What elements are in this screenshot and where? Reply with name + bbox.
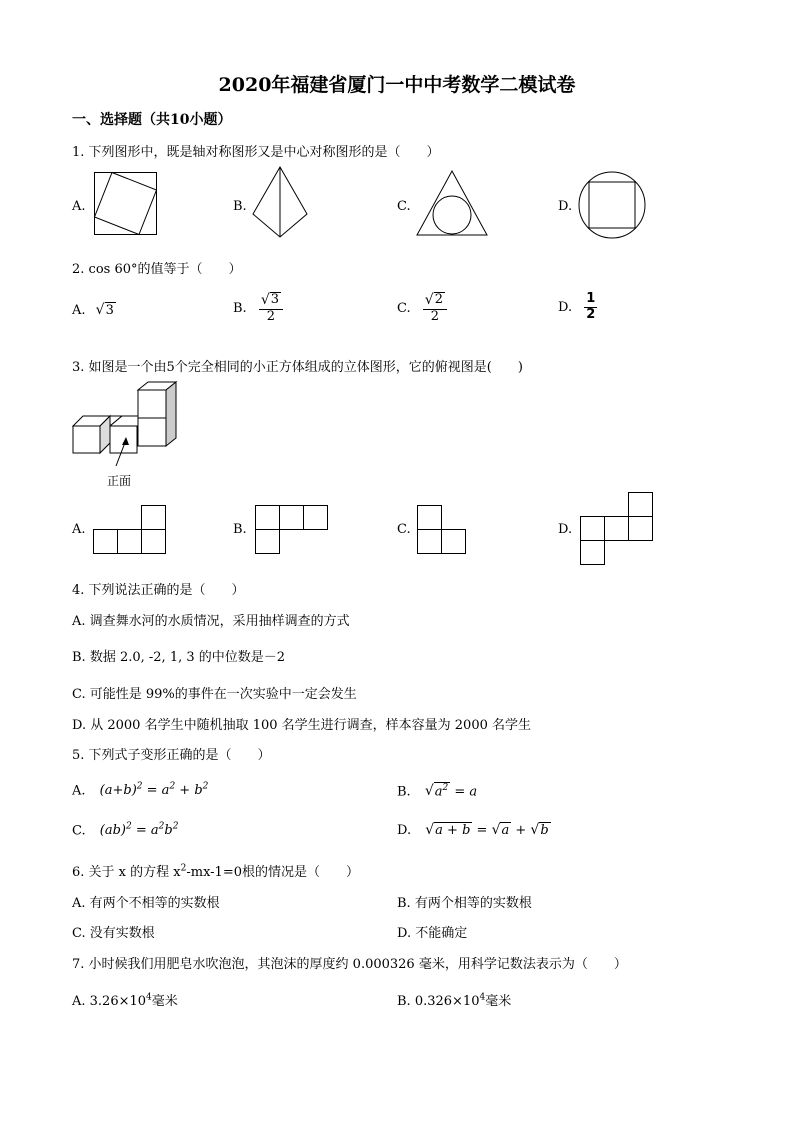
- q3-option-a-figure: [93, 505, 167, 555]
- question-6-stem: 6. 关于 x 的方程 $x^2-mx-1=0$根的情况是（ ）: [72, 863, 359, 880]
- q7-option-b[interactable]: B. $0.326\times 10^4$毫米: [397, 992, 512, 1009]
- q1-option-b-label[interactable]: B.: [233, 199, 247, 214]
- q5-option-d[interactable]: D. √ a + b = √ a + √ b: [397, 822, 549, 838]
- question-7-stem: 7. 小时候我们用肥皂水吹泡泡，其泡沫的厚度约 0.000326 毫米，用科学记数法表示为（ ）: [72, 957, 627, 972]
- q1-option-d-label[interactable]: D.: [558, 199, 573, 214]
- q1-option-a-label[interactable]: A.: [72, 199, 86, 214]
- q1-figure-square-in-square: [94, 172, 158, 236]
- q6-option-b[interactable]: B. 有两个相等的实数根: [397, 896, 532, 911]
- q5-option-d-label: D.: [397, 823, 412, 838]
- q7-option-a[interactable]: A. $3.26\times 10^4$毫米: [72, 992, 178, 1009]
- page-title: 2020年福建省厦门一中中考数学二模试卷: [218, 74, 576, 96]
- q4-option-c[interactable]: C. 可能性是 99%的事件在一次实验中一定会发生: [72, 687, 357, 702]
- q1-figure-square-in-circle: [578, 171, 646, 239]
- q4-option-b[interactable]: B. 数据 2.0, -2, 1, 3 的中位数是－2: [72, 650, 286, 665]
- q5-option-a-label: A.: [72, 783, 86, 799]
- q3-option-b-figure: [255, 505, 329, 555]
- q2-option-a-label: A.: [72, 303, 86, 318]
- q6-option-d[interactable]: D. 不能确定: [397, 926, 468, 941]
- q3-option-c-label[interactable]: C.: [397, 522, 411, 537]
- question-4-stem: 4. 下列说法正确的是（ ）: [72, 583, 245, 598]
- q3-option-d-figure: [580, 492, 654, 566]
- q2-option-b[interactable]: [233, 292, 283, 325]
- q6-option-a[interactable]: A. 有两个不相等的实数根: [72, 896, 220, 911]
- question-2-stem: 2. cos 60°的值等于（ ）: [72, 262, 242, 277]
- q3-option-a-label[interactable]: A.: [72, 522, 86, 537]
- question-1-stem: 1. 下列图形中，既是轴对称图形又是中心对称图形的是（ ）: [72, 145, 440, 160]
- q3-front-arrow: [112, 436, 132, 468]
- q4-option-a[interactable]: A. 调查舞水河的水质情况，采用抽样调查的方式: [72, 614, 350, 629]
- q2-option-a[interactable]: [72, 302, 116, 318]
- q4-option-d[interactable]: D. 从 2000 名学生中随机抽取 100 名学生进行调查，样本容量为 2000 名学生: [72, 718, 531, 733]
- q5-option-b[interactable]: B. √ $a^2$ = a: [397, 783, 478, 800]
- q1-option-c-label[interactable]: C.: [397, 199, 411, 214]
- q2-option-c[interactable]: [397, 292, 447, 325]
- question-5-stem: 5. 下列式子变形正确的是（ ）: [72, 748, 271, 763]
- q3-option-b-label[interactable]: B.: [233, 522, 247, 537]
- q2-option-d[interactable]: [558, 292, 597, 323]
- q3-option-c-figure: [417, 505, 467, 555]
- q5-option-c-label: C.: [72, 823, 86, 839]
- q2-option-b-value: √ 3 2: [259, 292, 283, 325]
- q3-option-d-label[interactable]: D.: [558, 522, 573, 537]
- q5-option-c[interactable]: C. $(ab)^2 = a^2b^2$: [72, 822, 179, 839]
- q1-figure-kite: [252, 166, 308, 238]
- q2-option-c-value: √ 2 2: [423, 292, 447, 325]
- q3-front-label: 正面: [107, 474, 132, 488]
- q2-option-b-label: B.: [233, 300, 247, 316]
- question-3-stem: 3. 如图是一个由5个完全相同的小正方体组成的立体图形，它的俯视图是( ): [72, 360, 523, 375]
- section-heading: 一、选择题（共10小题）: [72, 112, 232, 128]
- q1-figure-triangle-circle: [416, 170, 488, 236]
- q2-option-a-value: √ 3: [95, 302, 114, 318]
- q2-option-c-label: C.: [397, 300, 411, 316]
- q5-option-a[interactable]: A. $(a+b)^2 = a^2 + b^2$: [72, 782, 209, 799]
- q5-option-b-label: B.: [397, 784, 411, 800]
- q6-option-c[interactable]: C. 没有实数根: [72, 926, 155, 941]
- q2-option-d-value: $\frac{1}{2}$: [586, 291, 596, 322]
- q2-option-d-label: D.: [558, 299, 573, 315]
